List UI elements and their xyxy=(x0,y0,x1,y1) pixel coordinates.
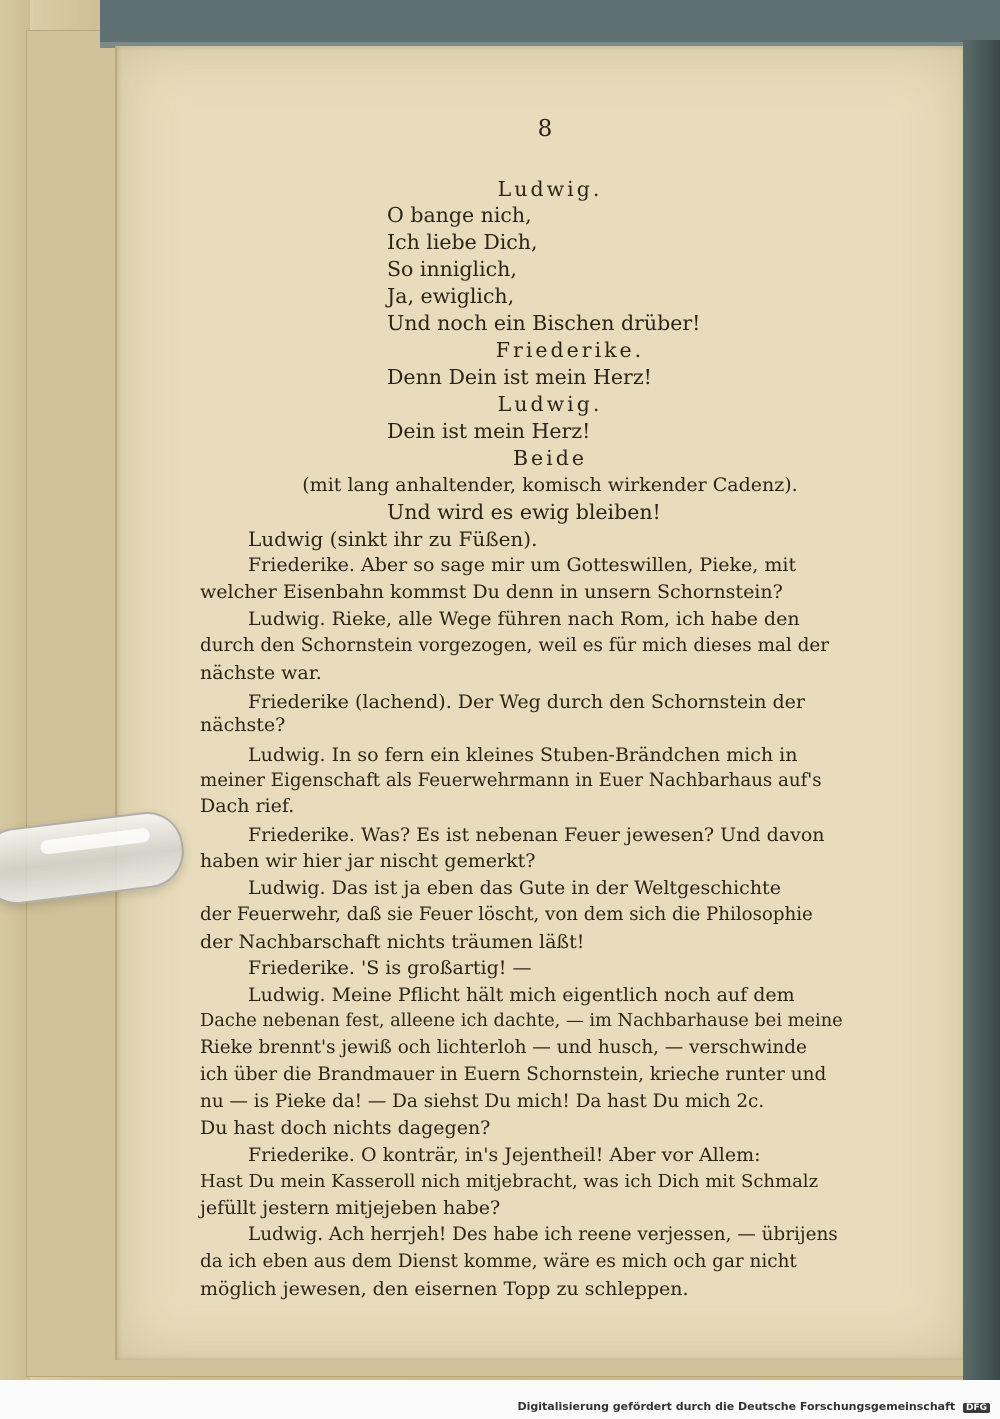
book-cover-right xyxy=(963,40,1000,1380)
prose-line: Friederike (lachend). Der Weg durch den Schornstein der xyxy=(248,691,806,713)
verse-line: Und noch ein Bischen drüber! xyxy=(387,311,701,335)
book-cover-top xyxy=(100,0,1000,48)
verse-line: Ich liebe Dich, xyxy=(387,230,538,254)
prose-line: meiner Eigenschaft als Feuerwehrmann in Euer Nachbarhaus auf's xyxy=(200,770,822,791)
verse-speaker: Ludwig. xyxy=(497,177,603,201)
prose-line: Hast Du mein Kasseroll nich mitjebracht, was ich Dich mit Schmalz xyxy=(200,1171,819,1192)
prose-line: welcher Eisenbahn kommst Du denn in unsern Schornstein? xyxy=(200,581,783,603)
verse-line: Ja, ewiglich, xyxy=(387,284,515,308)
dfg-logo-icon: DFG xyxy=(963,1403,990,1413)
prose-line: Ludwig. Meine Pflicht hält mich eigentlich noch auf dem xyxy=(248,984,795,1006)
prose-line: haben wir hier jar nischt gemerkt? xyxy=(200,850,536,872)
verse-line: So inniglich, xyxy=(387,257,517,281)
prose-line: jefüllt jestern mitjejeben habe? xyxy=(200,1197,501,1219)
digitization-credit xyxy=(517,1400,990,1413)
prose-line: ich über die Brandmauer in Euern Schornstein, krieche runter und xyxy=(200,1064,827,1085)
prose-line: der Feuerwehr, daß sie Feuer löscht, von dem sich die Philosophie xyxy=(200,904,813,925)
page-number: 8 xyxy=(537,116,553,142)
prose-line: der Nachbarschaft nichts träumen läßt! xyxy=(200,931,585,953)
prose-line: Du hast doch nichts dagegen? xyxy=(200,1117,491,1139)
verse-speaker: Ludwig. xyxy=(497,392,603,416)
prose-line: möglich jewesen, den eisernen Topp zu schleppen. xyxy=(200,1278,689,1300)
prose-line: Friederike. Aber so sage mir um Gotteswillen, Pieke, mit xyxy=(248,554,797,576)
prose-line: Ludwig. Rieke, alle Wege führen nach Rom, ich habe den xyxy=(248,608,800,630)
credit-text: Digitalisierung gefördert durch die Deutsche Forschungsgemeinschaft xyxy=(517,1400,956,1413)
verse-line: Und wird es ewig bleiben! xyxy=(387,500,661,524)
prose-line: nu — is Pieke da! — Da siehst Du mich! Da hast Du mich 2c. xyxy=(200,1091,765,1112)
prose-line: Ludwig. Das ist ja eben das Gute in der Weltgeschichte xyxy=(248,877,781,899)
verse-line: Dein ist mein Herz! xyxy=(387,419,591,443)
prose-line: Dache nebenan fest, alleene ich dachte, — im Nachbarhause bei meine xyxy=(200,1010,843,1031)
verse-line: Denn Dein ist mein Herz! xyxy=(387,365,652,389)
verse-speaker: Friederike. xyxy=(495,338,645,362)
prose-line: durch den Schornstein vorgezogen, weil es für mich dieses mal der xyxy=(200,635,830,656)
prose-line: Dach rief. xyxy=(200,795,295,817)
prose-line: Friederike. Was? Es ist nebenan Feuer jewesen? Und davon xyxy=(248,824,825,846)
prose-line: Ludwig. In so fern ein kleines Stuben-Brändchen mich in xyxy=(248,744,798,766)
prose-line: Ludwig (sinkt ihr zu Füßen). xyxy=(248,527,538,551)
prose-line: Friederike. 'S is großartig! — xyxy=(248,957,532,979)
prose-line: nächste? xyxy=(200,714,286,736)
stage-direction: (mit lang anhaltender, komisch wirkender Cadenz). xyxy=(302,474,798,496)
verse-line: O bange nich, xyxy=(387,203,532,227)
prose-line: Rieke brennt's jewiß och lichterloh — und husch, — verschwinde xyxy=(200,1037,807,1058)
prose-line: Friederike. O konträr, in's Jejentheil! Aber vor Allem: xyxy=(248,1144,761,1166)
verse-speaker: Beide xyxy=(512,446,587,470)
prose-line: da ich eben aus dem Dienst komme, wäre es mich och gar nicht xyxy=(200,1251,797,1272)
prose-line: nächste war. xyxy=(200,662,322,684)
prose-line: Ludwig. Ach herrjeh! Des habe ich reene verjessen, — übrijens xyxy=(248,1224,838,1245)
